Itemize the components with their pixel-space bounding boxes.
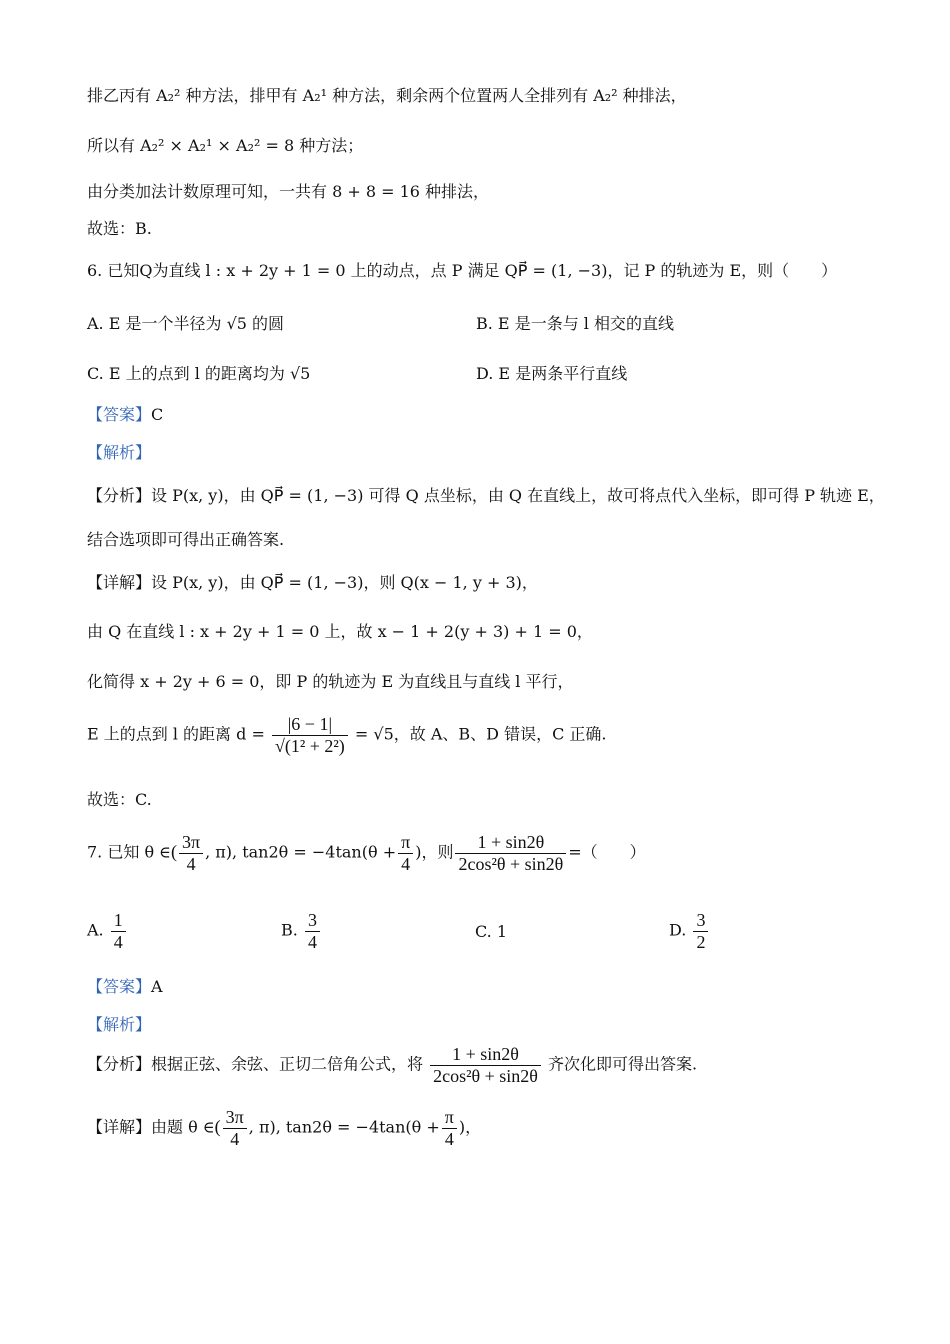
q7-option-a-fraction	[111, 910, 126, 952]
q6-answer-row	[87, 405, 890, 426]
q7-xiangjie-pi-fraction	[442, 1107, 457, 1149]
q7-option-d-den: 2	[696, 931, 706, 952]
q6-choose-line: 故选：C.	[87, 790, 152, 809]
answer-tag: 【答案】	[87, 405, 152, 424]
q7-pi-fraction	[398, 832, 413, 874]
q6-xiangjie-line-3: 化简得 x + 2y + 6 = 0，即 P 的轨迹为 E 为直线且与直线 l 平行，	[87, 672, 574, 691]
q6-xiangjie-line-4	[87, 714, 890, 756]
q6-xiangjie-line-1	[87, 573, 890, 594]
distance-denominator: √(1² + 2²)	[274, 735, 345, 756]
q7-stem-end: =（ ）	[568, 842, 646, 862]
q7-xiangjie-pi-den: 4	[444, 1128, 454, 1149]
q6-analysis-heading: 【解析】	[87, 443, 152, 462]
answer-value: A	[151, 977, 163, 996]
q6-fenxi-line-1	[87, 486, 890, 507]
q6-option-a: A. E 是一个半径为 √5 的圆	[87, 314, 285, 333]
q7-stem-then: )，则	[415, 842, 454, 862]
q7-fenxi-num: 1 + sin2θ	[430, 1044, 541, 1066]
q7-main-den: 2cos²θ + sin2θ	[458, 853, 564, 874]
q6-xiangjie-line-2: 由 Q 在直线 l : x + 2y + 1 = 0 上，故 x − 1 + 2(y + 3) + 1 = 0，	[87, 622, 593, 641]
q7-pi-den: 4	[401, 853, 411, 874]
fenxi-text: 设 P(x, y)，由 QP⃗ = (1, −3) 可得 Q 点坐标，由 Q 在直线上，故可将点代入坐标，即可得 P 轨迹 E，	[151, 486, 885, 505]
q7-xiangjie-pi-num: π	[442, 1107, 457, 1129]
q7-xiangjie-num: 3π	[223, 1107, 247, 1129]
answer-tag: 【答案】	[87, 977, 152, 996]
q7-option-b-den: 4	[307, 931, 317, 952]
fenxi-tag: 【分析】	[87, 486, 152, 505]
q7-fenxi-pre: 根据正弦、余弦、正切二倍角公式，将	[151, 1054, 424, 1074]
q7-option-d	[669, 910, 710, 952]
xiangjie-tag: 【详解】	[87, 1117, 152, 1137]
xiangjie-text: 设 P(x, y)，由 QP⃗ = (1, −3)，则 Q(x − 1, y + 3)，	[151, 573, 538, 592]
q6-fenxi-line-2: 结合选项即可得出正确答案.	[87, 530, 285, 549]
choose-line: 故选：B.	[87, 219, 152, 238]
xiangjie-tag: 【详解】	[87, 573, 152, 592]
distance-fraction	[272, 714, 348, 756]
q7-fenxi-den: 2cos²θ + sin2θ	[433, 1065, 538, 1086]
q7-option-a-num: 1	[111, 910, 126, 932]
q7-interval-fraction	[179, 832, 203, 874]
q7-fenxi-line	[87, 1044, 890, 1086]
q7-main-num: 1 + sin2θ	[455, 832, 566, 854]
q7-xiangjie-mid: , π), tan2θ = −4tan(θ +	[248, 1117, 440, 1137]
q7-pi-num: π	[398, 832, 413, 854]
q6-option-d: D. E 是两条平行直线	[476, 364, 628, 383]
solution-line-2: 所以有 A₂² × A₂¹ × A₂² = 8 种方法；	[87, 136, 364, 155]
q7-main-fraction	[455, 832, 566, 874]
q7-stem-pre: 7. 已知 θ ∈	[87, 842, 172, 862]
q7-fenxi-post: 齐次化即可得出答案.	[548, 1054, 698, 1074]
q7-option-b-fraction	[305, 910, 320, 952]
fenxi-tag: 【分析】	[87, 1054, 152, 1074]
question-7-stem: 7. 已知 θ ∈( $\frac{3\pi}{4}$ , π), tan2θ = −4tan(θ + $\frac{\pi}{4}$ )，则 $\frac{1 + \sin 2\theta}{\text{2cos²θ + sin2θ}}$ =（ ）	[87, 832, 646, 874]
q7-xiangjie-line: 【详解】由题 θ ∈( $\frac{3\pi}{4}$ , π), tan2θ = −4tan(θ + $\frac{\pi}{4}$ )，	[87, 1107, 482, 1149]
q7-option-a-den: 4	[113, 931, 123, 952]
q7-option-c: C. 1	[475, 922, 508, 941]
q7-interval-num: 3π	[179, 832, 203, 854]
q7-option-a-label: A.	[87, 920, 104, 940]
q7-xiangjie-den: 4	[230, 1128, 240, 1149]
q7-xiangjie-interval	[223, 1107, 247, 1149]
q7-xiangjie-end: )，	[458, 1117, 482, 1137]
distance-text-pre: E 上的点到 l 的距离 d =	[87, 724, 265, 744]
q7-stem-mid: , π), tan2θ = −4tan(θ +	[205, 842, 397, 862]
question-6-stem: 6. 已知Q为直线 l : x + 2y + 1 = 0 上的动点，点 P 满足 QP⃗ = (1, −3)，记 P 的轨迹为 E，则（ ）	[87, 261, 838, 280]
q6-option-c: C. E 上的点到 l 的距离均为 √5	[87, 364, 311, 383]
q7-option-b-label: B.	[281, 920, 298, 940]
q7-answer-row	[87, 977, 890, 998]
q7-xiangjie-pre: 由题 θ ∈	[151, 1117, 215, 1137]
q7-option-b-num: 3	[305, 910, 320, 932]
q7-interval-den: 4	[186, 853, 196, 874]
q6-option-b: B. E 是一条与 l 相交的直线	[476, 314, 674, 333]
q7-option-d-fraction	[693, 910, 708, 952]
distance-text-post: = √5，故 A、B、D 错误，C 正确.	[354, 724, 607, 744]
solution-line-3: 由分类加法计数原理可知，一共有 8 + 8 = 16 种排法，	[87, 182, 490, 201]
solution-line-1: 排乙丙有 A₂² 种方法，排甲有 A₂¹ 种方法，剩余两个位置两人全排列有 A₂² 种排法，	[87, 86, 687, 105]
q7-fenxi-fraction	[430, 1044, 541, 1086]
q7-option-a	[87, 910, 128, 952]
distance-numerator: |6 − 1|	[272, 714, 348, 736]
q7-option-d-num: 3	[693, 910, 708, 932]
q7-analysis-heading: 【解析】	[87, 1015, 152, 1034]
q7-option-b	[281, 910, 322, 952]
q7-option-d-label: D.	[669, 920, 687, 940]
answer-value: C	[151, 405, 164, 424]
